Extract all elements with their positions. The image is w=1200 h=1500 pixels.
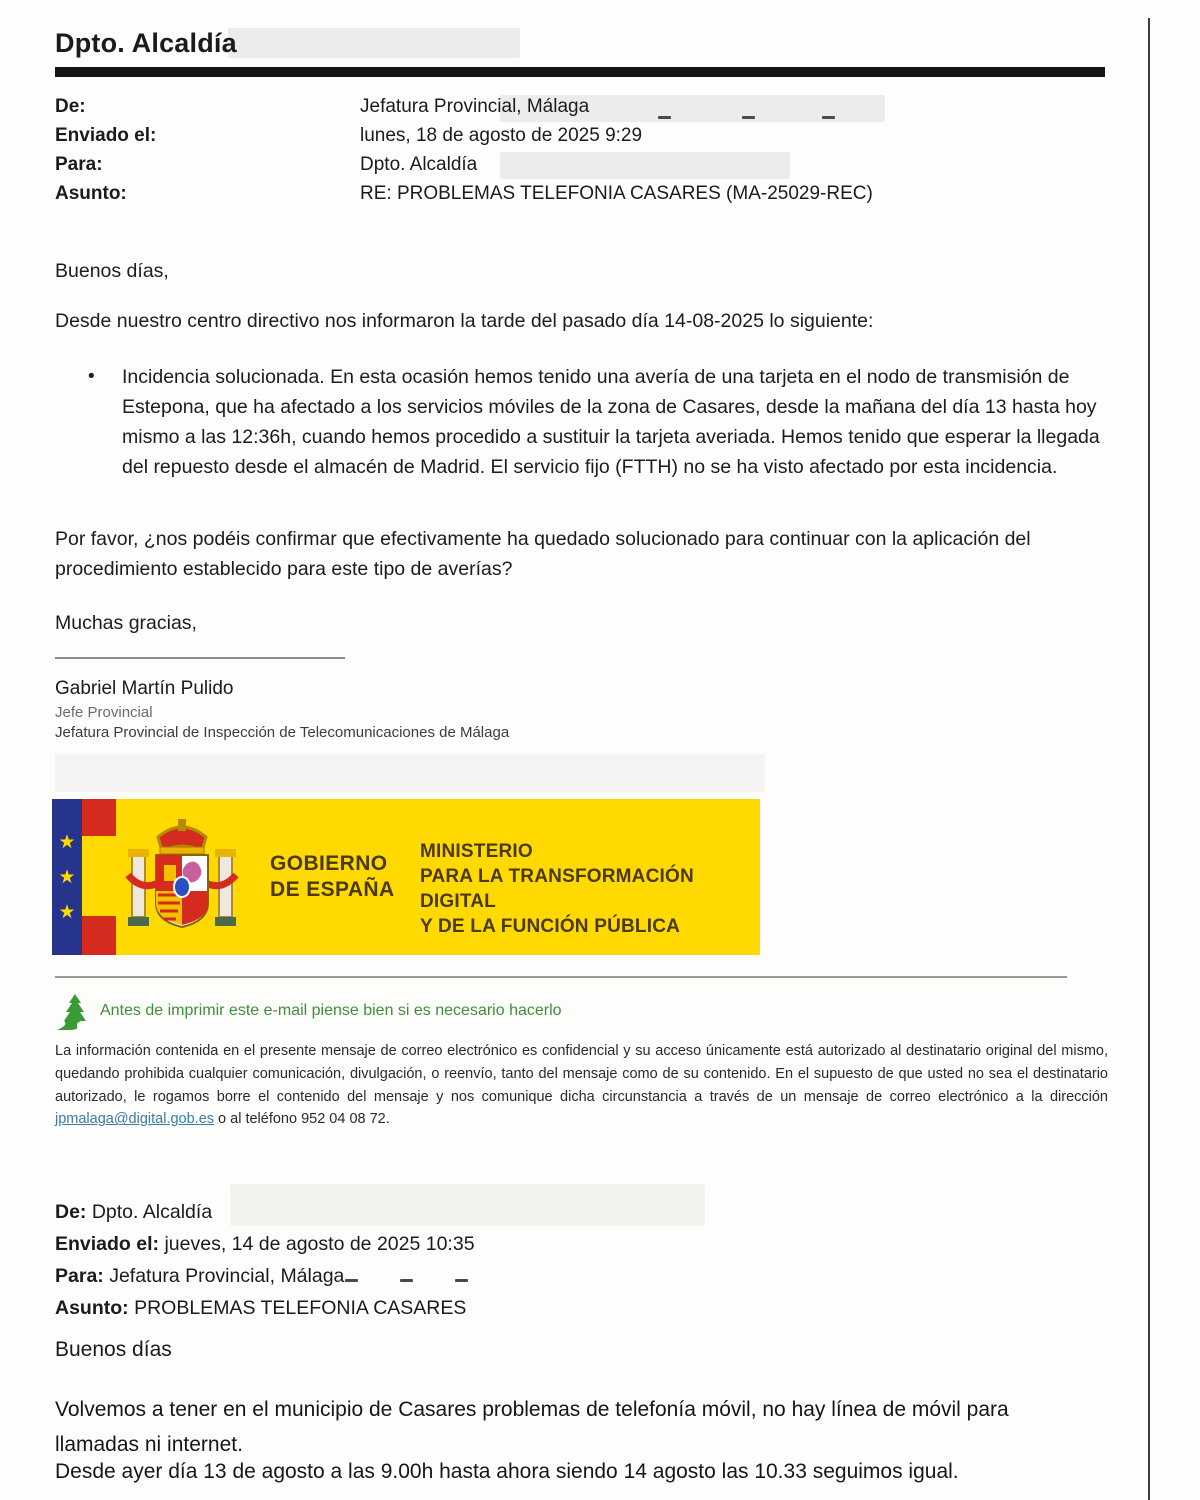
eu-stars-strip — [52, 799, 82, 955]
ministry-line1: MINISTERIO — [420, 841, 533, 862]
email2-paragraph-1: Volvemos a tener en el municipio de Casares problemas de telefonía móvil, no hay línea de móvil para llamadas ni internet. — [55, 1398, 1009, 1456]
eu-star-icon: ★ — [58, 901, 76, 923]
email2-header-row-subject — [55, 1292, 475, 1324]
signature-organization: Jefatura Provincial de Inspección de Telecomunicaciones de Málaga — [55, 724, 510, 741]
header-label-subject: Asunto: — [55, 1297, 129, 1319]
header-label-from: De: — [55, 1201, 87, 1223]
print-eco-notice: Antes de imprimir este e-mail piense bien si es necesario hacerlo — [100, 1002, 562, 1019]
header-value-to: Dpto. Alcaldía — [360, 154, 478, 175]
gobierno-espana-banner — [52, 799, 760, 955]
signature-name: Gabriel Martín Pulido — [55, 678, 234, 699]
email1-request-paragraph: Por favor, ¿nos podéis confirmar que efectivamente ha quedado solucionado para continuar con la aplicación del procedimiento establecido para este tipo de averías? — [55, 528, 1031, 580]
email2-header-row-from — [55, 1196, 475, 1228]
scan-edge-line — [1148, 18, 1150, 1500]
header-label-to: Para: — [55, 154, 103, 175]
header-value-subject: PROBLEMAS TELEFONIA CASARES — [128, 1297, 467, 1319]
bullet-marker: • — [88, 366, 95, 387]
ministry-line2: PARA LA TRANSFORMACIÓN DIGITAL — [420, 866, 694, 912]
signature-title: Jefe Provincial — [55, 704, 153, 721]
email2-header-row-sent — [55, 1228, 475, 1260]
email2-header-row-to — [55, 1260, 475, 1292]
footer-divider — [55, 976, 1067, 978]
signature-divider — [55, 657, 345, 659]
disclaimer-text-2: o al teléfono 952 04 08 72. — [214, 1111, 390, 1128]
header-label-sent: Enviado el: — [55, 125, 157, 146]
spain-flag-strip — [82, 799, 116, 955]
ministry-label — [420, 839, 760, 939]
header-value-subject: RE: PROBLEMAS TELEFONIA CASARES (MA-25029-REC) — [360, 183, 873, 204]
gov-line1: GOBIERNO — [270, 852, 388, 875]
header-value-sent: jueves, 14 de agosto de 2025 10:35 — [159, 1233, 475, 1255]
email1-bullet-item — [88, 362, 1103, 482]
header-value-from: Jefatura Provincial, Málaga — [360, 96, 590, 117]
header-value-to: Jefatura Provincial, Málaga — [103, 1265, 345, 1287]
confidentiality-disclaimer — [55, 1040, 1108, 1131]
print-tree-icon — [55, 992, 95, 1037]
header-label-subject: Asunto: — [55, 183, 127, 204]
email1-header-row-to — [55, 150, 1055, 179]
ministry-line3: Y DE LA FUNCIÓN PÚBLICA — [420, 916, 681, 937]
disclaimer-email-link[interactable]: jpmalaga@digital.gob.es — [55, 1111, 215, 1128]
email1-thanks: Muchas gracias, — [55, 612, 197, 634]
email1-header-row-subject — [55, 179, 1055, 208]
header-value-from: Dpto. Alcaldía — [86, 1201, 213, 1223]
flag-red-band — [82, 916, 116, 955]
eu-star-icon: ★ — [58, 831, 76, 853]
disclaimer-text-1: La información contenida en el presente mensaje de correo electrónico es confidencial y su acceso únicamente está autorizado al destinatario original del mismo, quedando prohibida cualquier comunicación, divulgación, o reenvío, tanto del mensaje como de su contenido. En el supuesto de que usted no sea el destinatario autorizado, le rogamos borre el contenido del mensaje y nos comunique dicha circunstancia a través de un mensaje de correo electrónico a la dirección — [55, 1043, 1108, 1105]
scan-smudge — [55, 754, 765, 792]
email2-paragraph-2: Desde ayer día 13 de agosto a las 9.00h hasta ahora siendo 14 agosto las 10.33 seguimos igual. — [55, 1460, 959, 1483]
email1-header-row-sent — [55, 121, 1055, 150]
title-rule — [55, 67, 1105, 77]
gov-line2: DE ESPAÑA — [270, 878, 395, 901]
gobierno-espana-label — [270, 851, 395, 903]
email1-bullet-text: Incidencia solucionada. En esta ocasión hemos tenido una avería de una tarjeta en el nodo de transmisión de Estepona, que ha afectado a los servicios móviles de la zona de Casares, desde la mañana del día 13 hasta hoy mismo a las 12:36h, cuando hemos procedido a sustituir la tarjeta averiada. Hemos tenido que esperar la llegada del repuesto desde el almacén de Madrid. El servicio fijo (FTTH) no se ha visto afectado por esta incidencia. — [122, 366, 1100, 478]
email2-header-block — [55, 1196, 475, 1324]
email1-greeting: Buenos días, — [55, 260, 169, 282]
header-value-sent: lunes, 18 de agosto de 2025 9:29 — [360, 125, 643, 146]
email1-header-block — [55, 92, 1055, 208]
redaction-blob — [228, 28, 520, 58]
spain-coat-of-arms-icon — [118, 813, 246, 941]
header-label-to: Para: — [55, 1265, 104, 1287]
email1-header-row-from — [55, 92, 1055, 121]
header-label-from: De: — [55, 96, 86, 117]
email1-intro-paragraph: Desde nuestro centro directivo nos informaron la tarde del pasado día 14-08-2025 lo siguiente: — [55, 310, 874, 332]
header-label-sent: Enviado el: — [55, 1233, 160, 1255]
page-title: Dpto. Alcaldía — [55, 28, 237, 58]
email2-greeting: Buenos días — [55, 1338, 172, 1361]
eu-star-icon: ★ — [58, 866, 76, 888]
flag-red-band — [82, 799, 116, 836]
